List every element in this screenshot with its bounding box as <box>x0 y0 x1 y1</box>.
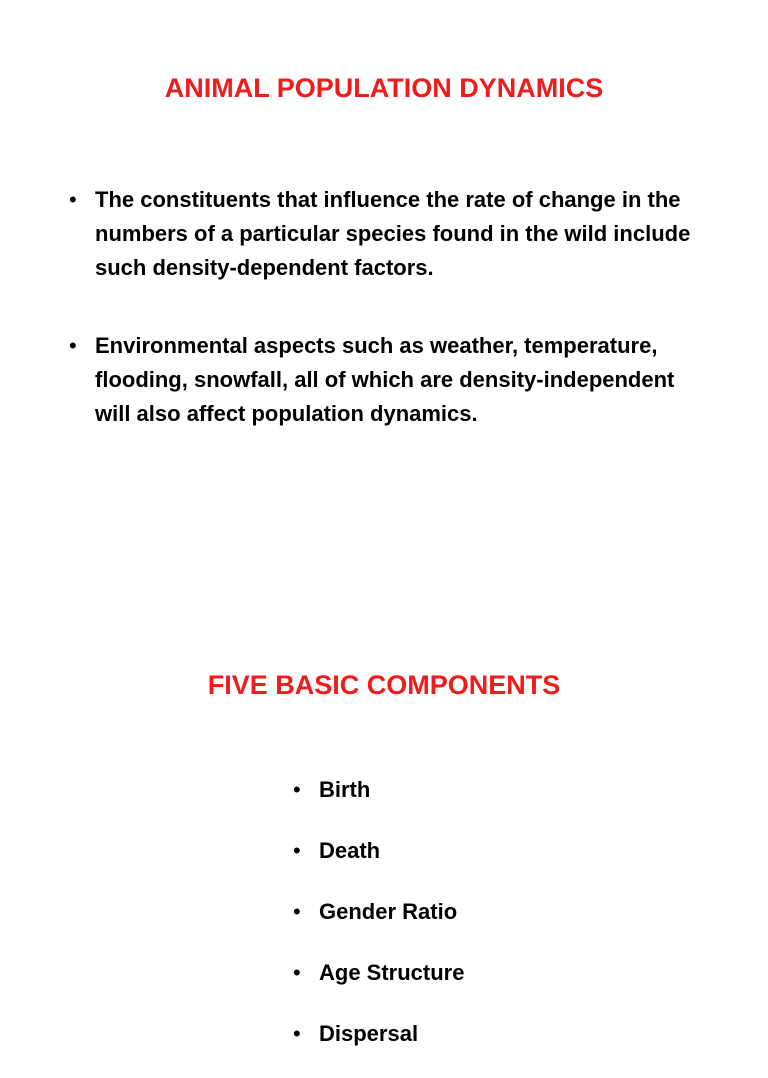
bullet-text: Dispersal <box>319 1021 419 1046</box>
bullet-item <box>293 1017 679 1051</box>
bullet-icon: • <box>293 899 301 924</box>
bullet-icon: • <box>69 187 77 212</box>
bullet-text: The constituents that influence the rate of change in the numbers of a particular species found in the wild include such density-dependent factors. <box>95 187 691 280</box>
bullet-item <box>69 183 715 285</box>
bullet-list <box>69 183 715 475</box>
bullet-icon: • <box>293 838 301 863</box>
bullet-text: Age Structure <box>319 960 465 985</box>
bullet-item <box>69 329 715 431</box>
slide-title: ANIMAL POPULATION DYNAMICS <box>164 73 604 103</box>
bullet-item <box>293 773 679 807</box>
bullet-item <box>293 834 679 868</box>
bullet-list <box>293 773 679 1078</box>
slide-2 <box>0 590 768 1046</box>
bullet-text: Environmental aspects such as weather, temperature, flooding, snowfall, all of which are density-independent will also affect population dynamics. <box>95 333 675 426</box>
bullet-icon: • <box>69 333 77 358</box>
bullet-icon: • <box>293 777 301 802</box>
slide-title: FIVE BASIC COMPONENTS <box>207 670 561 700</box>
bullet-item <box>293 956 679 990</box>
bullet-icon: • <box>293 1021 301 1046</box>
bullet-text: Birth <box>319 777 371 802</box>
bullet-text: Death <box>319 838 381 863</box>
bullet-text: Gender Ratio <box>319 899 458 924</box>
bullet-icon: • <box>293 960 301 985</box>
bullet-item <box>293 895 679 929</box>
